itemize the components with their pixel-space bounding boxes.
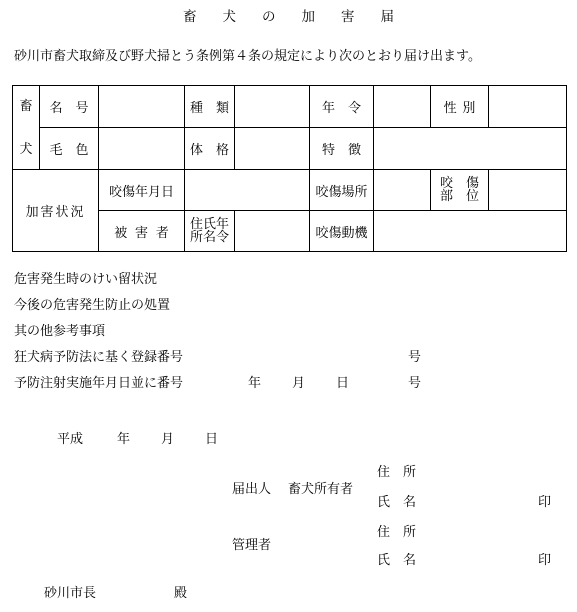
date-year: 年 [117,432,131,447]
dog-group-label [13,86,40,170]
owner-address-label: 住 所 [377,465,417,480]
other-notes-item: 其の他参考事項 [14,324,106,339]
victim-info-field[interactable] [235,211,310,252]
victim-label: 被害者 [99,211,185,252]
title-char: 畜 [183,9,197,25]
title-char: 犬 [222,9,236,25]
date-era: 平成 [57,432,84,447]
features-label: 特 徴 [310,128,374,170]
bite-date-label: 咬傷年月日 [99,170,185,211]
sex-field[interactable] [489,86,567,128]
color-field[interactable] [99,128,185,170]
build-label: 体 格 [185,128,235,170]
detention-status-item: 危害発生時のけい留状況 [14,272,158,287]
manager-seal-mark: 印 [538,553,552,568]
dog-label-char: 畜 [19,98,33,114]
bite-motive-field[interactable] [374,211,567,252]
addressee-mayor: 砂川市長 [44,586,97,601]
addressee-honorific: 殿 [174,586,188,601]
bite-site-field[interactable] [489,170,567,211]
victim-info-label-line: 所名令 [189,230,229,245]
victim-info-label [185,211,235,252]
prevention-measures-item: 今後の危害発生防止の処置 [14,298,171,313]
vaccination-day: 日 [336,376,350,391]
owner-seal-mark: 印 [538,495,552,510]
document-title [0,11,577,25]
age-label: 年 令 [310,86,374,128]
vaccination-item: 予防注射実施年月日並に番号 [14,376,184,391]
date-day: 日 [205,432,219,447]
name-label: 名 号 [40,86,99,128]
intro-text: 砂川市畜犬取締及び野犬掃とう条例第４条の規定により次のとおり届け出ます。 [14,49,481,64]
title-char: 害 [341,9,355,25]
notifier-label: 届出人 [232,482,272,497]
name-field[interactable] [99,86,185,128]
owner-name-label: 氏 名 [377,495,417,510]
manager-name-label: 氏 名 [377,553,417,568]
vaccination-number-suffix: 号 [408,376,422,391]
registration-number-item: 狂犬病予防法に基く登録番号 [14,350,184,365]
title-char: 加 [301,9,315,25]
title-char: の [262,9,276,25]
manager-label: 管理者 [232,538,272,553]
damage-group-label: 加害状況 [13,170,99,252]
features-field[interactable] [374,128,567,170]
title-char: 届 [380,9,394,25]
dog-info-table [12,85,567,252]
victim-info-label-line: 住氏年 [189,217,229,232]
bite-site-label-line: 部 位 [439,189,479,204]
bite-site-label [431,170,489,211]
breed-field[interactable] [235,86,310,128]
bite-place-label: 咬傷場所 [310,170,374,211]
bite-motive-label: 咬傷動機 [310,211,374,252]
manager-address-label: 住 所 [377,525,417,540]
registration-number-suffix: 号 [408,350,422,365]
bite-place-field[interactable] [374,170,431,211]
age-field[interactable] [374,86,431,128]
owner-label: 畜犬所有者 [288,482,354,497]
vaccination-month: 月 [292,376,306,391]
dog-label-char: 犬 [19,141,33,157]
color-label: 毛 色 [40,128,99,170]
build-field[interactable] [235,128,310,170]
bite-date-field[interactable] [185,170,310,211]
sex-label: 性別 [431,86,489,128]
date-month: 月 [161,432,175,447]
vaccination-year: 年 [248,376,262,391]
breed-label: 種 類 [185,86,235,128]
bite-site-label-line: 咬 傷 [439,176,479,191]
